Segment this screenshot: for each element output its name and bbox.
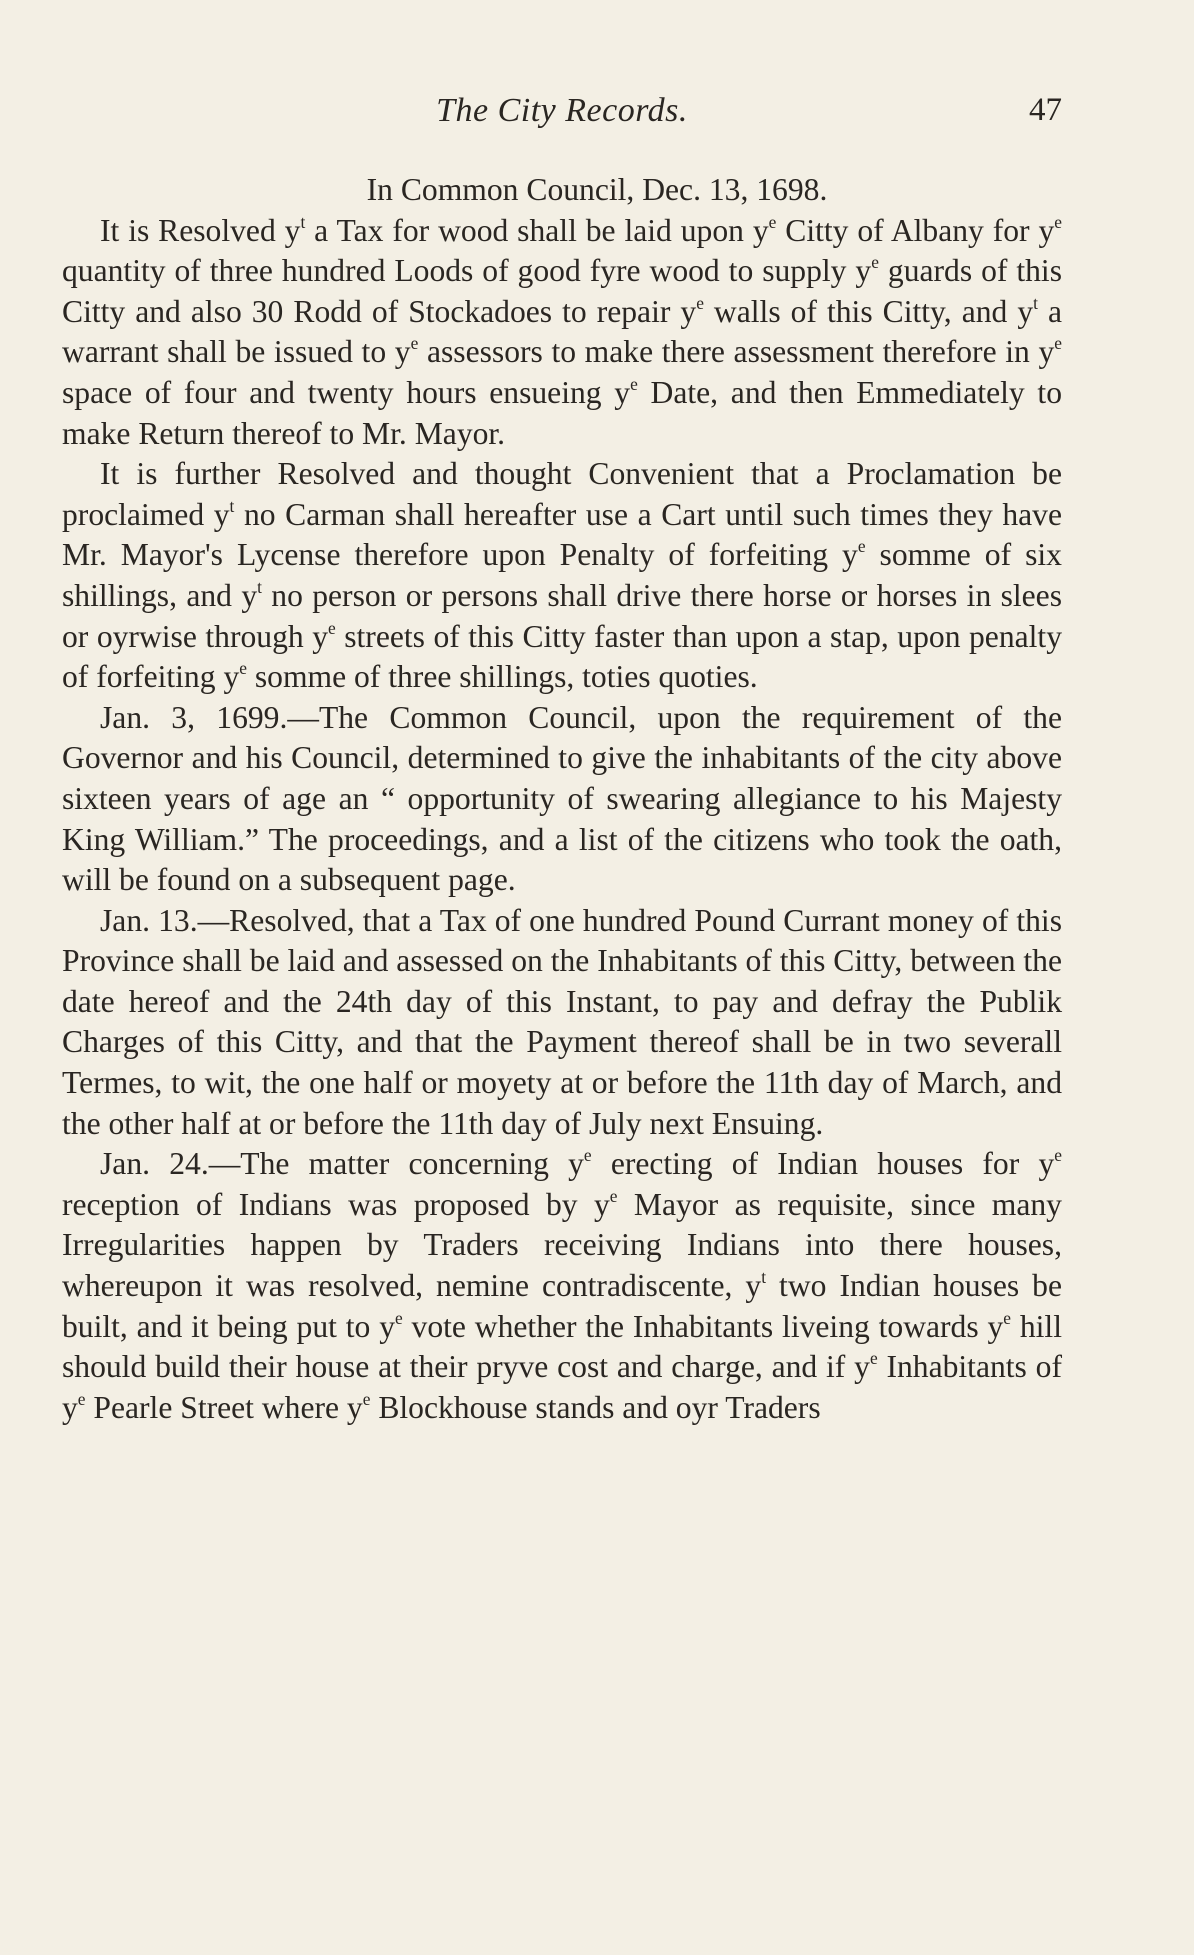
paragraph-carman-proclamation: It is further Resolved and thought Convenient that a Proclamation be proclaimed $y^t$ no Carman shall hereafter use a Cart until such times they have Mr. Mayor's Lycense therefore upon Penalty of forfeiting $y^e$ somme of six shillings, and $y^t$ no person or persons shall drive there horse or horses in slees or oyrwise through $y^e$ streets of this Citty faster than upon a stap, upon penalty of forfeiting $y^e$ somme of three shillings, toties quoties.: [62, 456, 1063, 695]
running-title: The City Records.: [436, 92, 688, 129]
page-header: [62, 92, 1062, 142]
paragraph-tax-resolution: Jan. 13.—Resolved, that a Tax of one hundred Pound Currant money of this Province shall be laid and assessed on the Inhabitants of this Citty, between the date hereof and the 24th day of this Instant, to pay and defray the Publik Charges of this Citty, and that the Payment thereof shall be in two severall Termes, to wit, the one half or moyety at or before the 11th day of March, and the other half at or before the 11th day of July next Ensuing.: [62, 902, 1062, 1141]
page-body: [62, 170, 1062, 1428]
paragraph-allegiance: Jan. 3, 1699.—The Common Council, upon the requirement of the Governor and his Council, determined to give the inhabitants of the city above sixteen years of age an “ opportunity of swearing allegiance to his Majesty King William.” The proceedings, and a list of the citizens who took the oath, will be found on a subsequent page.: [62, 699, 1062, 898]
section-heading: In Common Council, Dec. 13, 1698.: [366, 172, 828, 207]
paragraph-indian-houses: Jan. 24.—The matter concerning $y^e$ erecting of Indian houses for $y^e$ reception of Indians was proposed by $y^e$ Mayor as requisite, since many Irregularities happen by Traders receiving Indians into there houses, whereupon it was resolved, nemine contradiscente, $y^t$ two Indian houses be built, and it being put to $y^e$ vote whether the Inhabitants liveing towards $y^e$ hill should build their house at their pryve cost and charge, and if $y^e$ Inhabitants of $y^e$ Pearle Street where $y^e$ Blockhouse stands and oyr Traders: [62, 1146, 1063, 1425]
paragraph-tax-for-wood: It is Resolved $y^t$ a Tax for wood shall be laid upon $y^e$ Citty of Albany for $y^e$ quantity of three hundred Loods of good fyre wood to supply $y^e$ guards of this Citty and also 30 Rodd of Stockadoes to repair $y^e$ walls of this Citty, and $y^t$ a warrant shall be issued to $y^e$ assessors to make there assessment therefore in $y^e$ space of four and twenty hours ensueing $y^e$ Date, and then Emmediately to make Return thereof to Mr. Mayor.: [62, 212, 1063, 451]
page-number: 47: [1029, 92, 1062, 128]
